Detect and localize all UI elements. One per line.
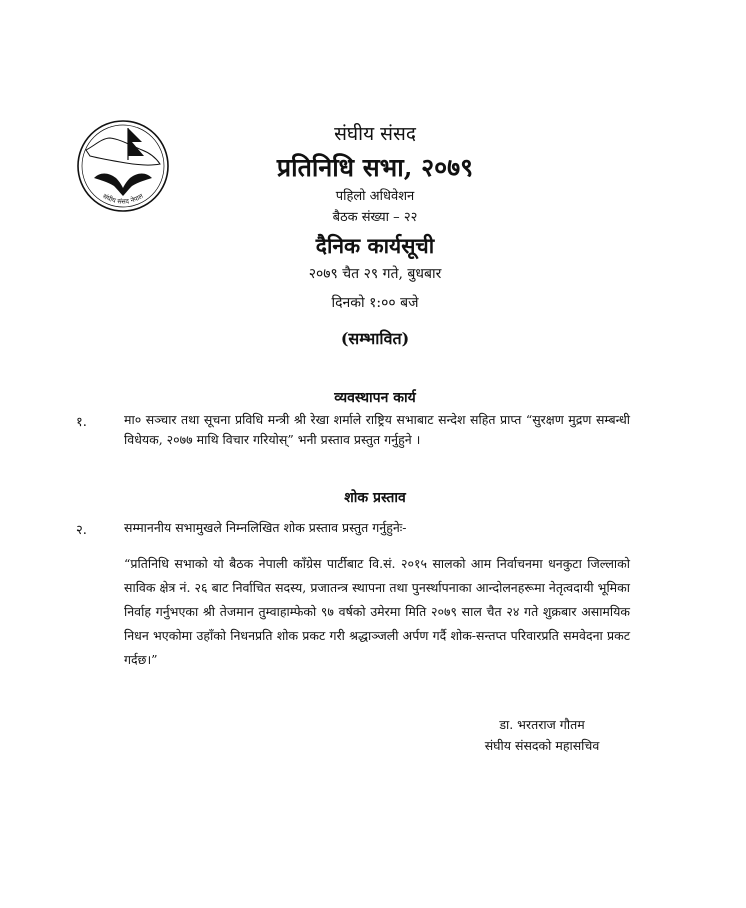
- parliament-name: संघीय संसद: [334, 123, 416, 145]
- session-label: पहिलो अधिवेशन: [335, 189, 415, 204]
- item-number-1: १.: [76, 415, 87, 430]
- agenda-item-2-text: सम्माननीय सभामुखले निम्नलिखित शोक प्रस्ताव प्रस्तुत गर्नुहुनेः-: [124, 520, 407, 535]
- agenda-title: दैनिक कार्यसूची: [315, 233, 435, 258]
- parliament-emblem-icon: [76, 116, 170, 220]
- signatory-name: डा. भरतराज गौतम: [499, 717, 585, 732]
- section-heading-condolence: शोक प्रस्ताव: [344, 490, 406, 506]
- meeting-time: दिनको १:०० बजे: [331, 295, 419, 311]
- emblem-text: संघीय संसद नेपाल: [101, 192, 145, 206]
- meeting-number: बैठक संख्या – २२: [332, 210, 418, 225]
- house-title: प्रतिनिधि सभा, २०७९: [276, 153, 474, 182]
- section-heading-business: व्यवस्थापन कार्य: [334, 390, 416, 406]
- agenda-item-1-text: मा० सञ्चार तथा सूचना प्रविधि मन्त्री श्री रेखा शर्माले राष्ट्रिय सभाबाट सन्देश सहित प्राप्त “सुरक्षण मुद्रण सम्बन्धी विधेयक, २०७७ माथि विचार गरियोस्” भनी प्रस्ताव प्रस्तुत गर्नुहुने ।: [124, 412, 630, 447]
- item-number-2: २.: [76, 523, 87, 538]
- meeting-date: २०७९ चैत २९ गते, बुधबार: [308, 266, 442, 282]
- tentative-label: (सम्भावित): [340, 329, 410, 348]
- condolence-quote: “प्रतिनिधि सभाको यो बैठक नेपाली काँग्रेस पार्टीबाट वि.सं. २०१५ सालको आम निर्वाचनमा धनकुटा जिल्लाको साविक क्षेत्र नं. २६ बाट निर्वाचित सदस्य, प्रजातन्त्र स्थापना तथा पुनर्स्थापनाका आन्दोलनहरूमा नेतृत्वदायी भूमिका निर्वाह गर्नुभएका श्री तेजमान तुम्वाहाम्फेको ९७ वर्षको उमेरमा मिति २०७९ साल चैत २४ गते शुक्रबार असामयिक निधन भएकोमा उहाँको निधनप्रति शोक प्रकट गरी श्रद्धाञ्जली अर्पण गर्दै शोक-सन्तप्त परिवारप्रति समवेदना प्रकट गर्दछ।”: [124, 556, 630, 667]
- signatory-title: संघीय संसदको महासचिव: [484, 738, 600, 753]
